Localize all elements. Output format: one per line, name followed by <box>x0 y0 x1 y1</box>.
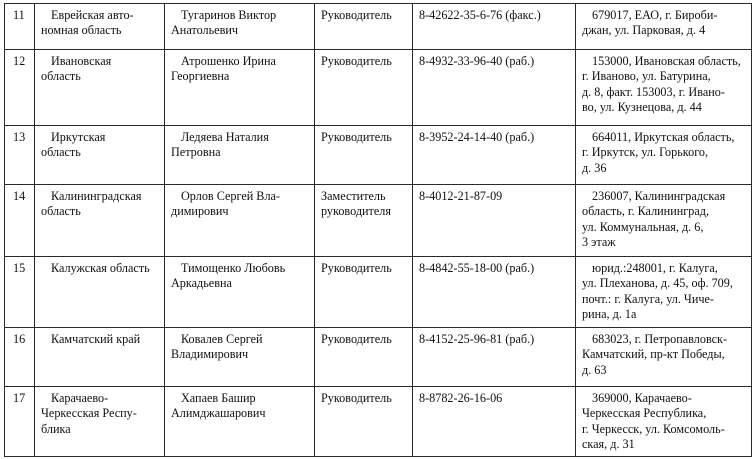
address-cell: 369000, Карачаево- Черкесская Республика, г. Черкесск, ул. Комсомоль- ская, д. 31 <box>576 387 752 457</box>
address-cell: 683023, г. Петропавловск- Камчатский, пр-кт Победы, д. 63 <box>576 328 752 387</box>
row-number: 17 <box>5 387 35 457</box>
address-cell: юрид.:248001, г. Калуга, ул. Плеханова, д. 45, оф. 709, почт.: г. Калуга, ул. Чиче- рина, д. 1а <box>576 257 752 328</box>
region-cell: Карачаево- Черкесская Респу- блика <box>35 387 165 457</box>
region-cell: Калужская область <box>35 257 165 328</box>
phone-cell: 8-8782-26-16-06 <box>413 387 576 457</box>
person-name-cell: Тимощенко Любовь Аркадьевна <box>165 257 315 328</box>
person-name-cell: Орлов Сергей Вла- димирович <box>165 185 315 257</box>
phone-cell: 8-42622-35-6-76 (факс.) <box>413 4 576 50</box>
position-cell: Руководитель <box>315 4 413 50</box>
table-row <box>5 4 752 50</box>
table-row <box>5 387 752 457</box>
address-cell: 679017, ЕАО, г. Бироби- джан, ул. Парковая, д. 4 <box>576 4 752 50</box>
position-cell: Руководитель <box>315 387 413 457</box>
position-cell: Руководитель <box>315 257 413 328</box>
table-row <box>5 126 752 185</box>
row-number: 13 <box>5 126 35 185</box>
row-number: 15 <box>5 257 35 328</box>
person-name-cell: Тугаринов Виктор Анатольевич <box>165 4 315 50</box>
phone-cell: 8-4152-25-96-81 (раб.) <box>413 328 576 387</box>
region-cell: Еврейская авто- номная область <box>35 4 165 50</box>
table-body <box>5 4 752 457</box>
position-cell: Руководитель <box>315 50 413 126</box>
phone-cell: 8-4932-33-96-40 (раб.) <box>413 50 576 126</box>
row-number: 14 <box>5 185 35 257</box>
person-name-cell: Ковалев Сергей Владимирович <box>165 328 315 387</box>
address-cell: 236007, Калининградская область, г. Калининград, ул. Коммунальная, д. 6, 3 этаж <box>576 185 752 257</box>
person-name-cell: Ледяева Наталия Петровна <box>165 126 315 185</box>
address-cell: 664011, Иркутская область, г. Иркутск, ул. Горького, д. 36 <box>576 126 752 185</box>
region-cell: Камчатский край <box>35 328 165 387</box>
region-cell: Ивановская область <box>35 50 165 126</box>
phone-cell: 8-4012-21-87-09 <box>413 185 576 257</box>
region-cell: Иркутская область <box>35 126 165 185</box>
row-number: 16 <box>5 328 35 387</box>
table-row <box>5 185 752 257</box>
phone-cell: 8-4842-55-18-00 (раб.) <box>413 257 576 328</box>
phone-cell: 8-3952-24-14-40 (раб.) <box>413 126 576 185</box>
row-number: 12 <box>5 50 35 126</box>
person-name-cell: Атрошенко Ирина Георгиевна <box>165 50 315 126</box>
position-cell: Руководитель <box>315 328 413 387</box>
table-row <box>5 257 752 328</box>
contacts-table <box>4 3 752 457</box>
table-row <box>5 50 752 126</box>
position-cell: Руководитель <box>315 126 413 185</box>
table-row <box>5 328 752 387</box>
region-cell: Калининградская область <box>35 185 165 257</box>
address-cell: 153000, Ивановская область, г. Иваново, ул. Батурина, д. 8, факт. 153003, г. Ивано- во, ул. Кузнецова, д. 44 <box>576 50 752 126</box>
position-cell: Заместитель руководителя <box>315 185 413 257</box>
person-name-cell: Хапаев Башир Алимджашарович <box>165 387 315 457</box>
row-number: 11 <box>5 4 35 50</box>
